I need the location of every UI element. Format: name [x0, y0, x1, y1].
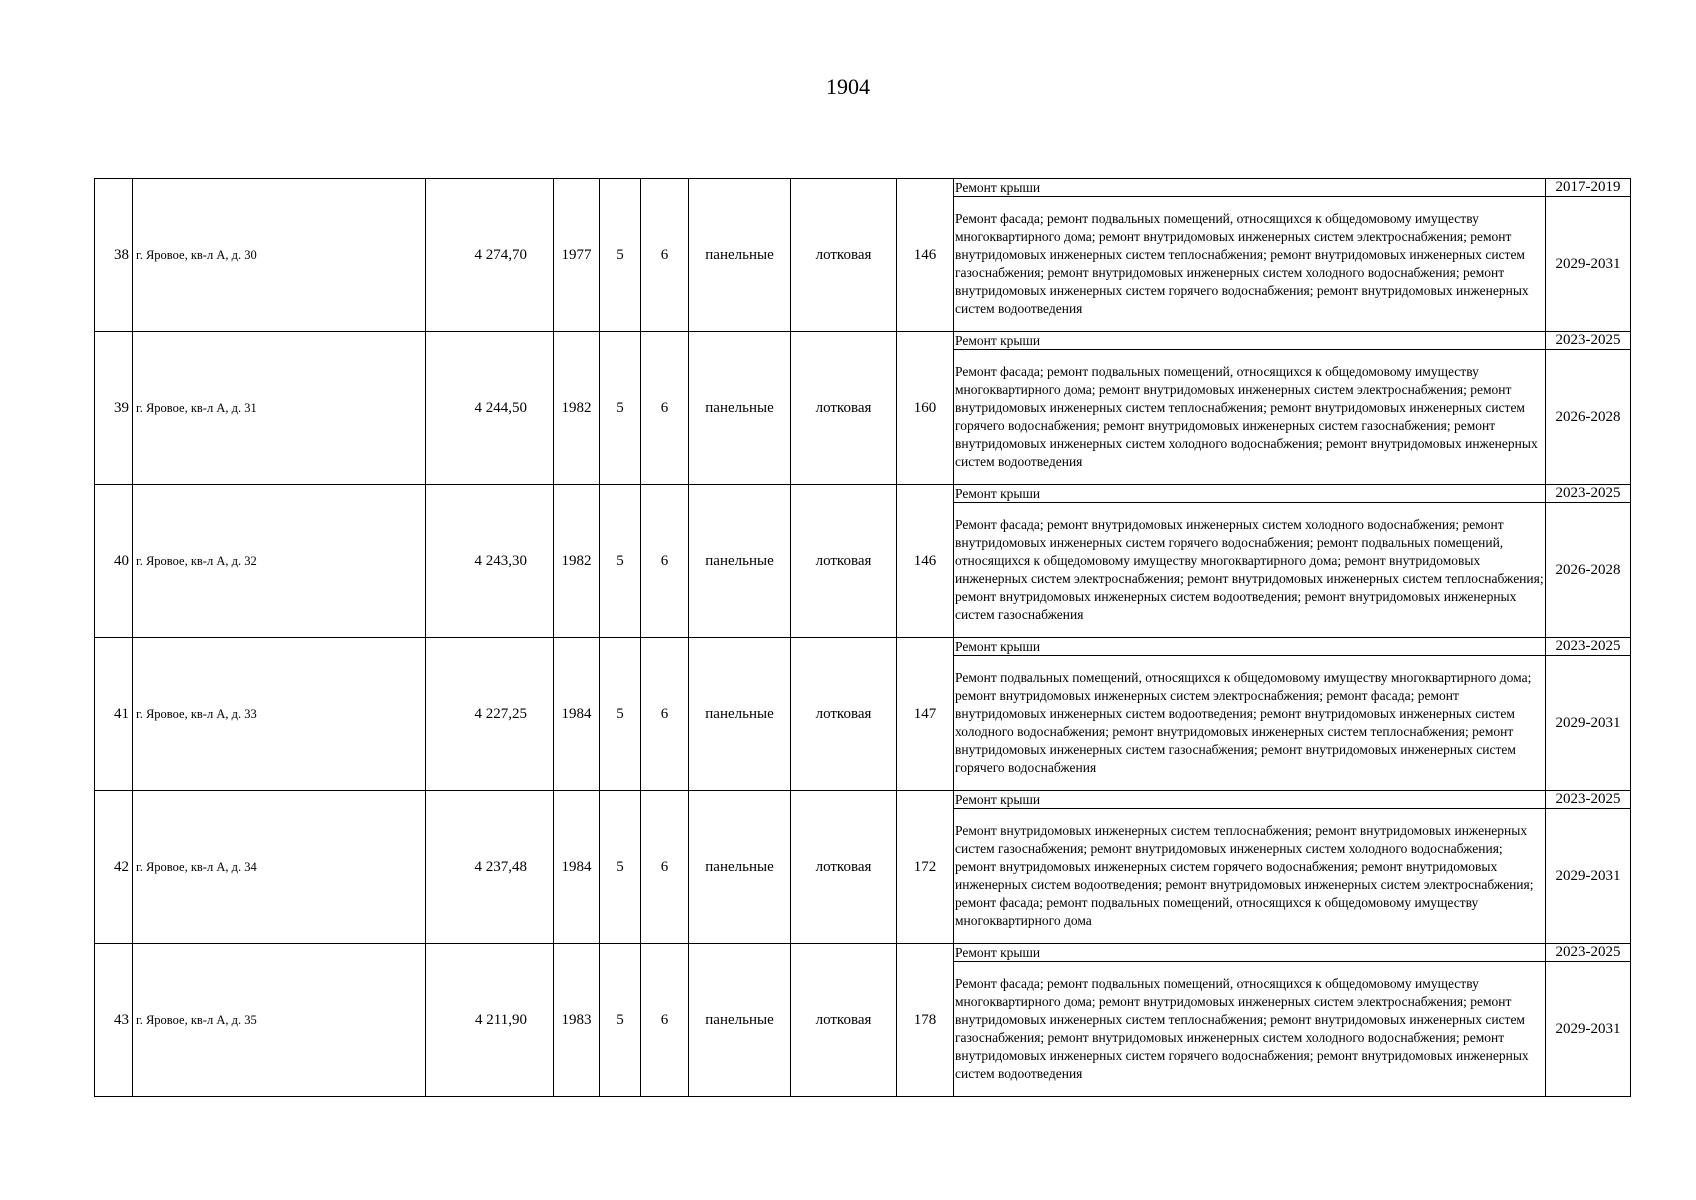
- work-roof-cell: Ремонт крыши: [954, 791, 1546, 809]
- period-roof-cell: 2023-2025: [1546, 332, 1631, 350]
- row-number: 43: [95, 944, 133, 1097]
- table-row: [95, 485, 1631, 503]
- table-row: [95, 944, 1631, 962]
- entrances-cell: 6: [641, 944, 689, 1097]
- entrances-cell: 6: [641, 332, 689, 485]
- work-roof-cell: Ремонт крыши: [954, 179, 1546, 197]
- residents-cell: 160: [897, 332, 954, 485]
- year-cell: 1982: [554, 485, 600, 638]
- work-roof-cell: Ремонт крыши: [954, 485, 1546, 503]
- roof-type-cell: лотковая: [791, 944, 897, 1097]
- address-cell: г. Яровое, кв-л А, д. 30: [133, 179, 426, 332]
- period-rest-cell: 2026-2028: [1546, 503, 1631, 638]
- year-cell: 1983: [554, 944, 600, 1097]
- work-roof-cell: Ремонт крыши: [954, 332, 1546, 350]
- table-row: [95, 791, 1631, 809]
- page-number: 1904: [826, 74, 870, 99]
- row-number: 42: [95, 791, 133, 944]
- period-rest-cell: 2029-2031: [1546, 962, 1631, 1097]
- wall-material-cell: панельные: [689, 791, 791, 944]
- entrances-cell: 6: [641, 179, 689, 332]
- year-cell: 1984: [554, 791, 600, 944]
- area-cell: 4 243,30: [426, 485, 554, 638]
- work-roof-cell: Ремонт крыши: [954, 944, 1546, 962]
- residents-cell: 178: [897, 944, 954, 1097]
- period-roof-cell: 2017-2019: [1546, 179, 1631, 197]
- period-rest-cell: 2029-2031: [1546, 656, 1631, 791]
- period-rest-cell: 2029-2031: [1546, 809, 1631, 944]
- floors-cell: 5: [600, 332, 641, 485]
- wall-material-cell: панельные: [689, 332, 791, 485]
- work-roof-cell: Ремонт крыши: [954, 638, 1546, 656]
- address-cell: г. Яровое, кв-л А, д. 32: [133, 485, 426, 638]
- period-roof-cell: 2023-2025: [1546, 638, 1631, 656]
- floors-cell: 5: [600, 638, 641, 791]
- wall-material-cell: панельные: [689, 485, 791, 638]
- year-cell: 1982: [554, 332, 600, 485]
- row-number: 40: [95, 485, 133, 638]
- work-rest-cell: Ремонт фасада; ремонт подвальных помещений, относящихся к общедомовому имуществу многоквартирного дома; ремонт внутридомовых инженерных систем электроснабжения; ремонт внутридомовых инженерных систем теплоснабжения; ремонт внутридомовых инженерных систем газоснабжения; ремонт внутридомовых инженерных систем холодного водоснабжения; ремонт внутридомовых инженерных систем горячего водоснабжения; ремонт внутридомовых инженерных систем водоотведения: [954, 197, 1546, 332]
- table-row: [95, 179, 1631, 197]
- roof-type-cell: лотковая: [791, 332, 897, 485]
- row-number: 38: [95, 179, 133, 332]
- address-cell: г. Яровое, кв-л А, д. 34: [133, 791, 426, 944]
- work-rest-cell: Ремонт фасада; ремонт внутридомовых инженерных систем холодного водоснабжения; ремонт внутридомовых инженерных систем горячего водоснабжения; ремонт подвальных помещений, относящихся к общедомовому имуществу многоквартирного дома; ремонт внутридомовых инженерных систем электроснабжения; ремонт внутридомовых инженерных систем теплоснабжения; ремонт внутридомовых инженерных систем водоотведения; ремонт внутридомовых инженерных систем газоснабжения: [954, 503, 1546, 638]
- housing-registry-table: [94, 178, 1631, 1097]
- table-row: [95, 332, 1631, 350]
- roof-type-cell: лотковая: [791, 791, 897, 944]
- roof-type-cell: лотковая: [791, 179, 897, 332]
- entrances-cell: 6: [641, 791, 689, 944]
- period-roof-cell: 2023-2025: [1546, 485, 1631, 503]
- area-cell: 4 237,48: [426, 791, 554, 944]
- residents-cell: 146: [897, 485, 954, 638]
- area-cell: 4 211,90: [426, 944, 554, 1097]
- work-rest-cell: Ремонт внутридомовых инженерных систем теплоснабжения; ремонт внутридомовых инженерных систем газоснабжения; ремонт внутридомовых инженерных систем холодного водоснабжения; ремонт внутридомовых инженерных систем горячего водоснабжения; ремонт внутридомовых инженерных систем водоотведения; ремонт внутридомовых инженерных систем электроснабжения; ремонт фасада; ремонт подвальных помещений, относящихся к общедомовому имуществу многоквартирного дома: [954, 809, 1546, 944]
- period-roof-cell: 2023-2025: [1546, 791, 1631, 809]
- floors-cell: 5: [600, 944, 641, 1097]
- work-rest-cell: Ремонт подвальных помещений, относящихся к общедомовому имуществу многоквартирного дома; ремонт внутридомовых инженерных систем электроснабжения; ремонт фасада; ремонт внутридомовых инженерных систем водоотведения; ремонт внутридомовых инженерных систем холодного водоснабжения; ремонт внутридомовых инженерных систем теплоснабжения; ремонт внутридомовых инженерных систем газоснабжения; ремонт внутридомовых инженерных систем горячего водоснабжения: [954, 656, 1546, 791]
- work-rest-cell: Ремонт фасада; ремонт подвальных помещений, относящихся к общедомовому имуществу многоквартирного дома; ремонт внутридомовых инженерных систем электроснабжения; ремонт внутридомовых инженерных систем теплоснабжения; ремонт внутридомовых инженерных систем горячего водоснабжения; ремонт внутридомовых инженерных систем газоснабжения; ремонт внутридомовых инженерных систем холодного водоснабжения; ремонт внутридомовых инженерных систем водоотведения: [954, 350, 1546, 485]
- residents-cell: 147: [897, 638, 954, 791]
- period-roof-cell: 2023-2025: [1546, 944, 1631, 962]
- period-rest-cell: 2029-2031: [1546, 197, 1631, 332]
- period-rest-cell: 2026-2028: [1546, 350, 1631, 485]
- area-cell: 4 227,25: [426, 638, 554, 791]
- address-cell: г. Яровое, кв-л А, д. 31: [133, 332, 426, 485]
- table-body: [95, 179, 1631, 1097]
- year-cell: 1984: [554, 638, 600, 791]
- area-cell: 4 274,70: [426, 179, 554, 332]
- wall-material-cell: панельные: [689, 944, 791, 1097]
- area-cell: 4 244,50: [426, 332, 554, 485]
- address-cell: г. Яровое, кв-л А, д. 35: [133, 944, 426, 1097]
- residents-cell: 146: [897, 179, 954, 332]
- entrances-cell: 6: [641, 638, 689, 791]
- year-cell: 1977: [554, 179, 600, 332]
- address-cell: г. Яровое, кв-л А, д. 33: [133, 638, 426, 791]
- entrances-cell: 6: [641, 485, 689, 638]
- table-row: [95, 638, 1631, 656]
- row-number: 39: [95, 332, 133, 485]
- roof-type-cell: лотковая: [791, 485, 897, 638]
- roof-type-cell: лотковая: [791, 638, 897, 791]
- floors-cell: 5: [600, 791, 641, 944]
- floors-cell: 5: [600, 179, 641, 332]
- wall-material-cell: панельные: [689, 179, 791, 332]
- row-number: 41: [95, 638, 133, 791]
- wall-material-cell: панельные: [689, 638, 791, 791]
- residents-cell: 172: [897, 791, 954, 944]
- floors-cell: 5: [600, 485, 641, 638]
- work-rest-cell: Ремонт фасада; ремонт подвальных помещений, относящихся к общедомовому имуществу многоквартирного дома; ремонт внутридомовых инженерных систем электроснабжения; ремонт внутридомовых инженерных систем теплоснабжения; ремонт внутридомовых инженерных систем газоснабжения; ремонт внутридомовых инженерных систем холодного водоснабжения; ремонт внутридомовых инженерных систем горячего водоснабжения; ремонт внутридомовых инженерных систем водоотведения: [954, 962, 1546, 1097]
